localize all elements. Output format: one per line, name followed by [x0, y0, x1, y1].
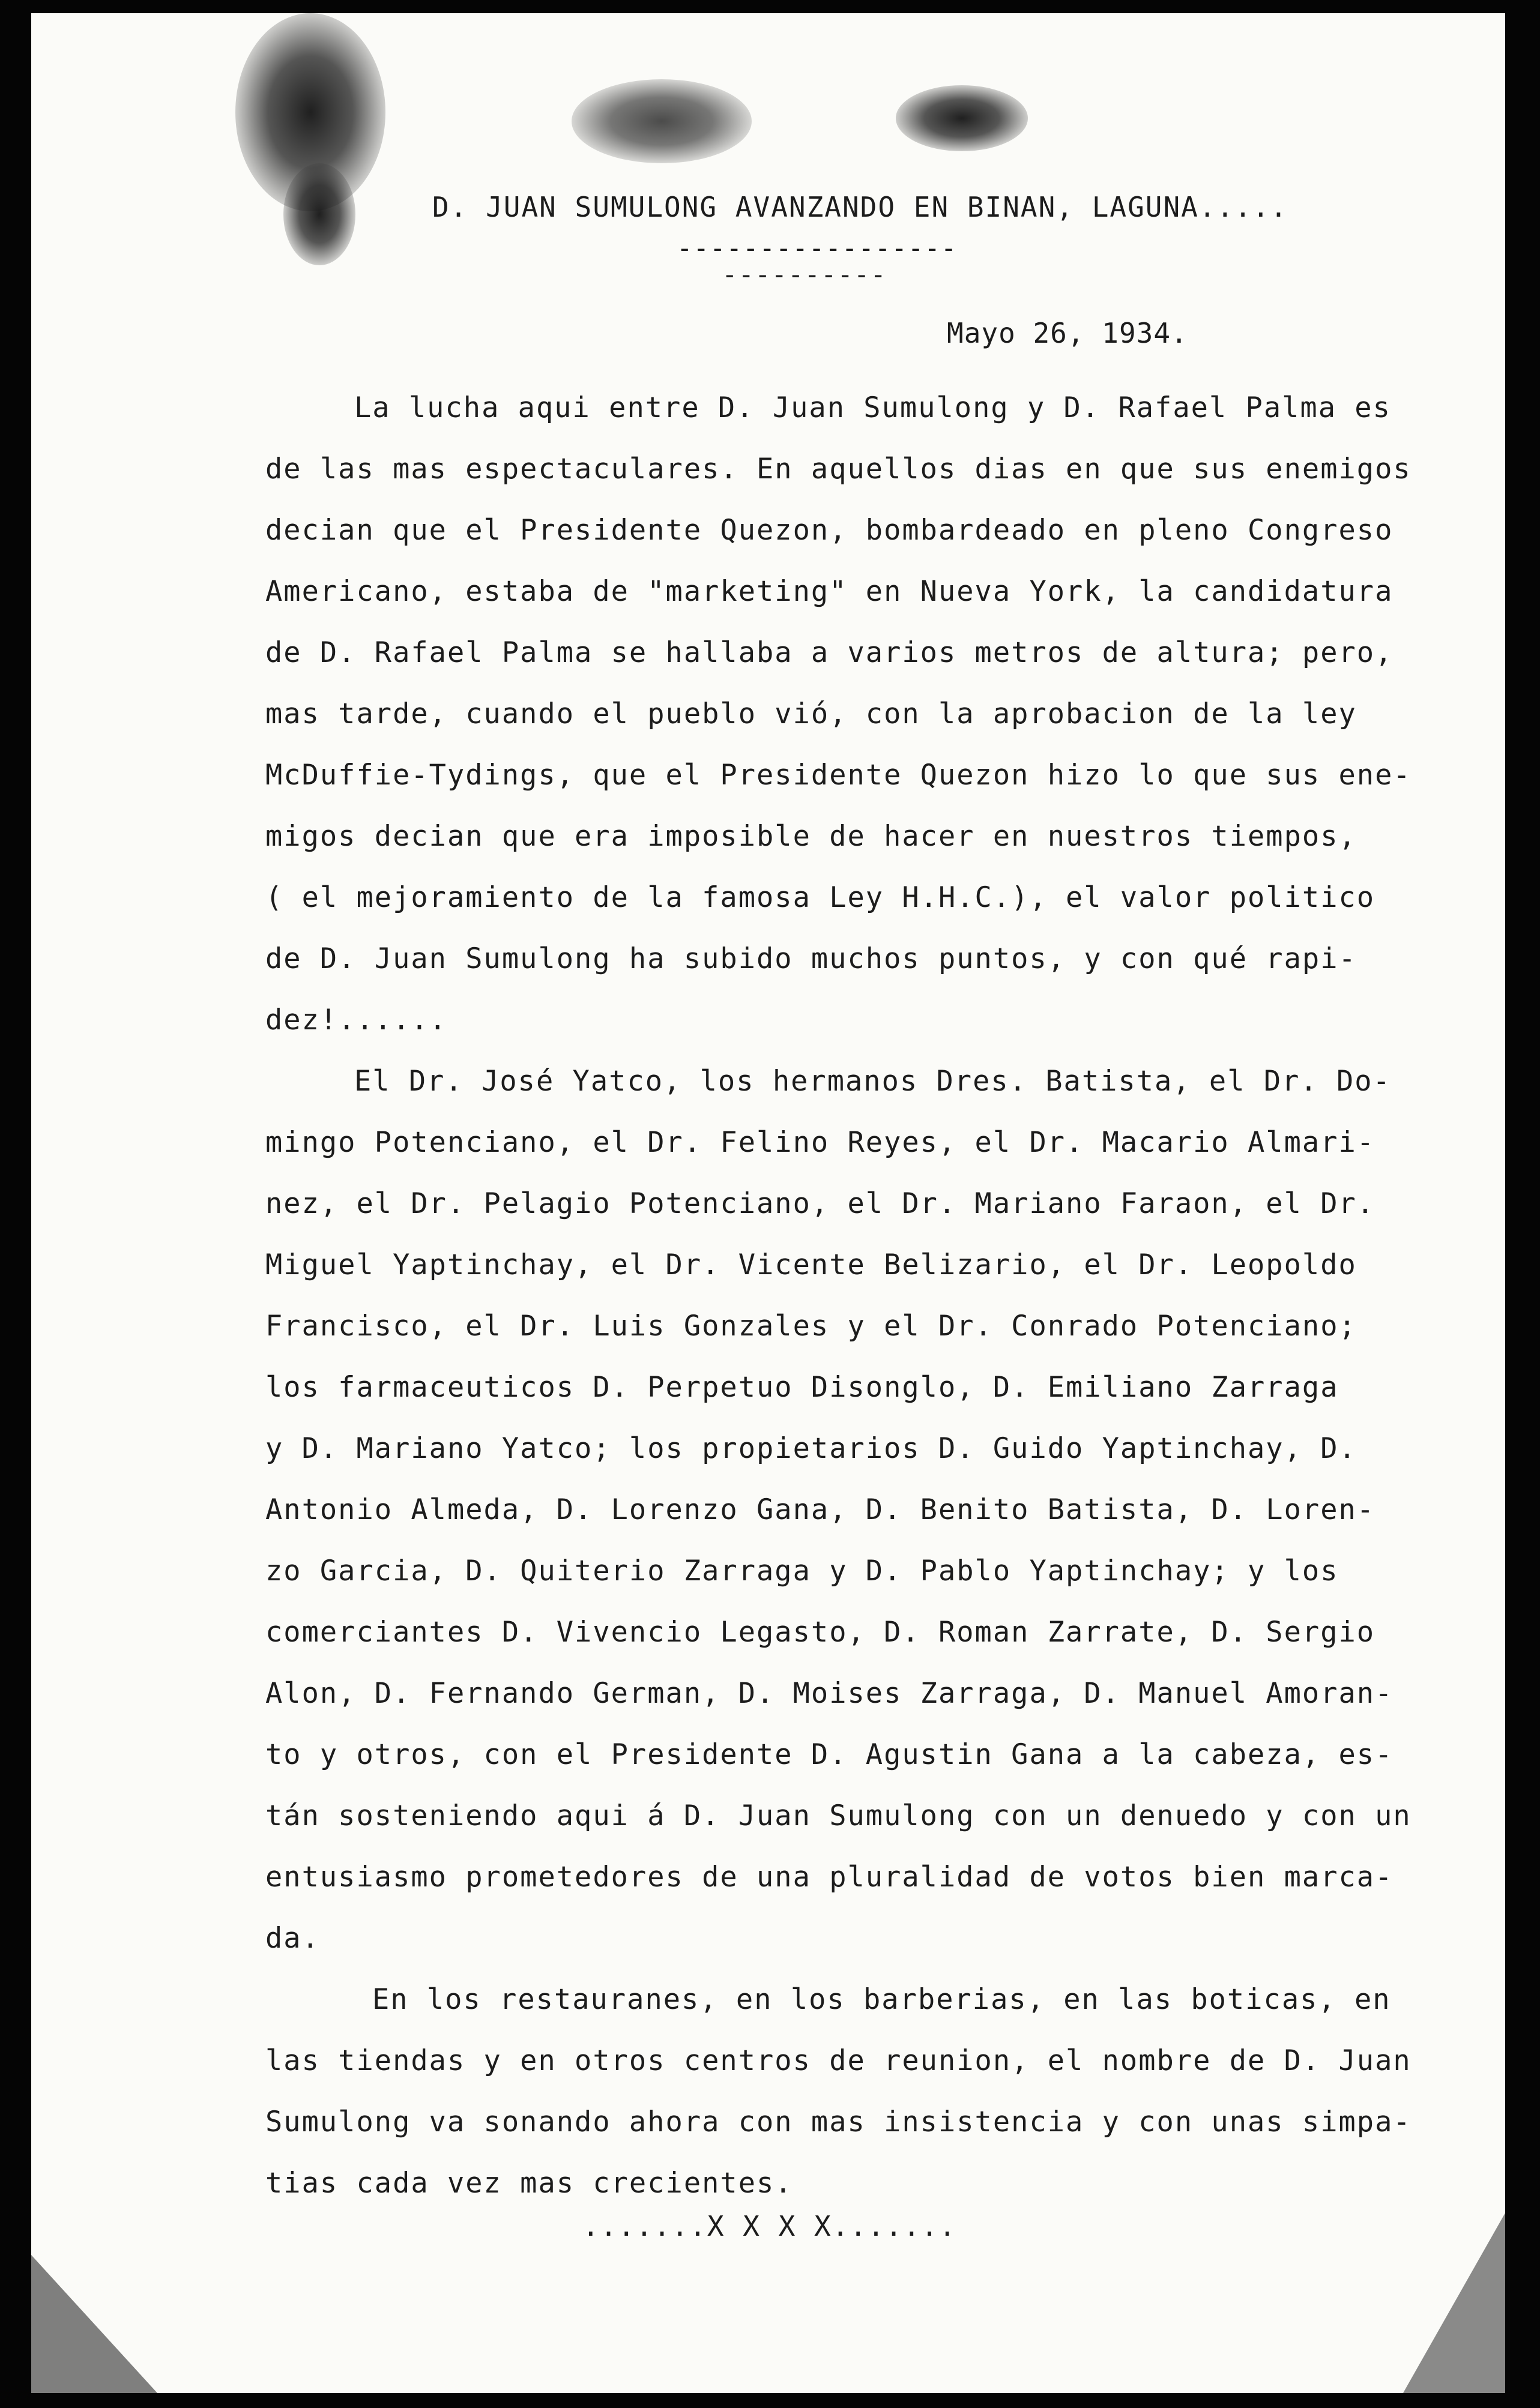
body-line: las tiendas y en otros centros de reunion, el nombre de D. Juan: [265, 2044, 1412, 2077]
body-line: migos decian que era imposible de hacer en nuestros tiempos,: [265, 820, 1357, 853]
body-line: comerciantes D. Vivencio Legasto, D. Roman Zarrate, D. Sergio: [265, 1616, 1375, 1649]
ink-stain: [283, 163, 355, 265]
body-line: tán sosteniendo aqui á D. Juan Sumulong con un denuedo y con un: [265, 1799, 1412, 1832]
body-line: los farmaceuticos D. Perpetuo Disonglo, D. Emiliano Zarraga: [265, 1371, 1339, 1404]
ink-stain: [896, 85, 1028, 151]
body-line: tias cada vez mas crecientes.: [265, 2167, 793, 2200]
body-line: Antonio Almeda, D. Lorenzo Gana, D. Benito Batista, D. Loren-: [265, 1493, 1375, 1526]
body-line: mingo Potenciano, el Dr. Felino Reyes, el Dr. Macario Almari-: [265, 1126, 1375, 1159]
typewritten-page: [31, 13, 1505, 2393]
body-line: to y otros, con el Presidente D. Agustin Gana a la cabeza, es-: [265, 1738, 1394, 1771]
body-line: da.: [265, 1922, 320, 1955]
body-line: entusiasmo prometedores de una pluralidad de votos bien marca-: [265, 1861, 1394, 1894]
body-line: Alon, D. Fernando German, D. Moises Zarraga, D. Manuel Amoran-: [265, 1677, 1394, 1710]
body-line: dez!......: [265, 1004, 447, 1037]
document-date: Mayo 26, 1934.: [947, 317, 1188, 349]
body-line: zo Garcia, D. Quiterio Zarraga y D. Pablo Yaptinchay; y los: [265, 1555, 1339, 1588]
body-line: ( el mejoramiento de la famosa Ley H.H.C.), el valor politico: [265, 881, 1375, 914]
body-line: McDuffie-Tydings, que el Presidente Quezon hizo lo que sus ene-: [265, 759, 1412, 792]
title-underline-2: ----------: [722, 259, 887, 290]
title-underline-1: -----------------: [677, 233, 958, 263]
folded-corner-right: [1403, 2213, 1505, 2393]
ink-stain: [572, 79, 752, 163]
body-line: Sumulong va sonando ahora con mas insistencia y con unas simpa-: [265, 2105, 1412, 2139]
body-line: Francisco, el Dr. Luis Gonzales y el Dr. Conrado Potenciano;: [265, 1310, 1357, 1343]
body-line: El Dr. José Yatco, los hermanos Dres. Batista, el Dr. Do-: [354, 1065, 1391, 1098]
body-line: Americano, estaba de "marketing" en Nueva York, la candidatura: [265, 575, 1394, 608]
body-line: Miguel Yaptinchay, el Dr. Vicente Belizario, el Dr. Leopoldo: [265, 1248, 1357, 1281]
closing-mark: .......X X X X.......: [582, 2210, 957, 2242]
folded-corner-left: [31, 2255, 157, 2393]
body-line: En los restauranes, en los barberias, en las boticas, en: [372, 1983, 1391, 2016]
body-line: mas tarde, cuando el pueblo vió, con la aprobacion de la ley: [265, 697, 1357, 730]
document-title: D. JUAN SUMULONG AVANZANDO EN BINAN, LAGUNA.....: [432, 191, 1288, 223]
body-line: La lucha aqui entre D. Juan Sumulong y D. Rafael Palma es: [354, 391, 1391, 424]
body-line: de las mas espectaculares. En aquellos dias en que sus enemigos: [265, 453, 1412, 486]
body-line: y D. Mariano Yatco; los propietarios D. Guido Yaptinchay, D.: [265, 1432, 1357, 1465]
body-line: de D. Juan Sumulong ha subido muchos puntos, y con qué rapi-: [265, 942, 1357, 975]
body-line: de D. Rafael Palma se hallaba a varios metros de altura; pero,: [265, 636, 1394, 669]
body-line: decian que el Presidente Quezon, bombardeado en pleno Congreso: [265, 514, 1394, 547]
body-line: nez, el Dr. Pelagio Potenciano, el Dr. Mariano Faraon, el Dr.: [265, 1187, 1375, 1220]
